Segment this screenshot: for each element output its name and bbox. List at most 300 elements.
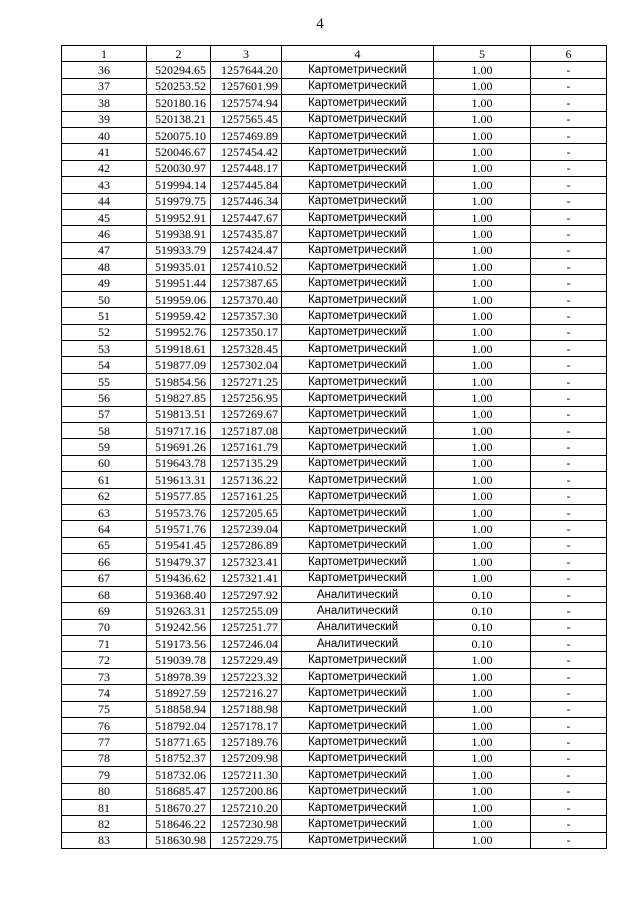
y-coordinate-cell: 1257328.45	[211, 341, 282, 357]
x-coordinate-cell: 518670.27	[147, 799, 211, 815]
x-coordinate-cell: 518752.37	[147, 750, 211, 766]
table-row	[62, 422, 607, 438]
x-coordinate-cell: 518927.59	[147, 685, 211, 701]
x-coordinate-cell: 519691.26	[147, 439, 211, 455]
table-row	[62, 504, 607, 520]
table-row	[62, 537, 607, 553]
extra-cell: -	[531, 504, 607, 520]
extra-cell: -	[531, 439, 607, 455]
table-row	[62, 177, 607, 193]
table-row	[62, 160, 607, 176]
point-number-cell: 76	[62, 718, 147, 734]
accuracy-cell: 1.00	[434, 357, 531, 373]
accuracy-cell: 1.00	[434, 324, 531, 340]
extra-cell: -	[531, 537, 607, 553]
extra-cell: -	[531, 603, 607, 619]
x-coordinate-cell: 520138.21	[147, 111, 211, 127]
point-number-cell: 46	[62, 226, 147, 242]
y-coordinate-cell: 1257200.86	[211, 783, 282, 799]
point-number-cell: 41	[62, 144, 147, 160]
method-cell: Картометрический	[282, 668, 434, 684]
accuracy-cell: 1.00	[434, 291, 531, 307]
y-coordinate-cell: 1257216.27	[211, 685, 282, 701]
x-coordinate-cell: 519952.76	[147, 324, 211, 340]
extra-cell: -	[531, 275, 607, 291]
accuracy-cell: 1.00	[434, 521, 531, 537]
method-cell: Картометрический	[282, 193, 434, 209]
method-cell: Аналитический	[282, 636, 434, 652]
extra-cell: -	[531, 357, 607, 373]
table-body	[62, 62, 607, 849]
table-row	[62, 750, 607, 766]
point-number-cell: 70	[62, 619, 147, 635]
point-number-cell: 68	[62, 586, 147, 602]
method-cell: Картометрический	[282, 111, 434, 127]
y-coordinate-cell: 1257424.47	[211, 242, 282, 258]
point-number-cell: 81	[62, 799, 147, 815]
point-number-cell: 73	[62, 668, 147, 684]
point-number-cell: 75	[62, 701, 147, 717]
coordinates-table	[61, 45, 607, 849]
x-coordinate-cell: 520180.16	[147, 95, 211, 111]
x-coordinate-cell: 520046.67	[147, 144, 211, 160]
x-coordinate-cell: 518858.94	[147, 701, 211, 717]
y-coordinate-cell: 1257446.34	[211, 193, 282, 209]
extra-cell: -	[531, 62, 607, 78]
point-number-cell: 45	[62, 209, 147, 225]
table-row	[62, 127, 607, 143]
point-number-cell: 57	[62, 406, 147, 422]
method-cell: Картометрический	[282, 390, 434, 406]
accuracy-cell: 1.00	[434, 341, 531, 357]
accuracy-cell: 1.00	[434, 537, 531, 553]
x-coordinate-cell: 519877.09	[147, 357, 211, 373]
method-cell: Картометрический	[282, 127, 434, 143]
x-coordinate-cell: 519613.31	[147, 472, 211, 488]
point-number-cell: 71	[62, 636, 147, 652]
extra-cell: -	[531, 586, 607, 602]
accuracy-cell: 1.00	[434, 783, 531, 799]
table-row	[62, 144, 607, 160]
table-row	[62, 373, 607, 389]
accuracy-cell: 1.00	[434, 95, 531, 111]
column-header: 6	[531, 46, 607, 62]
x-coordinate-cell: 520030.97	[147, 160, 211, 176]
y-coordinate-cell: 1257187.08	[211, 422, 282, 438]
y-coordinate-cell: 1257161.79	[211, 439, 282, 455]
table-row	[62, 586, 607, 602]
y-coordinate-cell: 1257246.04	[211, 636, 282, 652]
y-coordinate-cell: 1257205.65	[211, 504, 282, 520]
accuracy-cell: 1.00	[434, 816, 531, 832]
extra-cell: -	[531, 111, 607, 127]
method-cell: Картометрический	[282, 799, 434, 815]
point-number-cell: 54	[62, 357, 147, 373]
method-cell: Картометрический	[282, 783, 434, 799]
extra-cell: -	[531, 668, 607, 684]
y-coordinate-cell: 1257135.29	[211, 455, 282, 471]
method-cell: Картометрический	[282, 472, 434, 488]
method-cell: Картометрический	[282, 521, 434, 537]
y-coordinate-cell: 1257323.41	[211, 554, 282, 570]
extra-cell: -	[531, 127, 607, 143]
table-header-row	[62, 46, 607, 62]
x-coordinate-cell: 519827.85	[147, 390, 211, 406]
point-number-cell: 59	[62, 439, 147, 455]
method-cell: Картометрический	[282, 78, 434, 94]
accuracy-cell: 1.00	[434, 832, 531, 848]
y-coordinate-cell: 1257410.52	[211, 259, 282, 275]
x-coordinate-cell: 518732.06	[147, 767, 211, 783]
table-row	[62, 259, 607, 275]
extra-cell: -	[531, 226, 607, 242]
x-coordinate-cell: 518685.47	[147, 783, 211, 799]
accuracy-cell: 1.00	[434, 422, 531, 438]
method-cell: Картометрический	[282, 144, 434, 160]
method-cell: Картометрический	[282, 226, 434, 242]
extra-cell: -	[531, 488, 607, 504]
y-coordinate-cell: 1257574.94	[211, 95, 282, 111]
point-number-cell: 67	[62, 570, 147, 586]
method-cell: Аналитический	[282, 619, 434, 635]
x-coordinate-cell: 519935.01	[147, 259, 211, 275]
y-coordinate-cell: 1257321.41	[211, 570, 282, 586]
accuracy-cell: 1.00	[434, 439, 531, 455]
y-coordinate-cell: 1257255.09	[211, 603, 282, 619]
x-coordinate-cell: 519979.75	[147, 193, 211, 209]
accuracy-cell: 1.00	[434, 177, 531, 193]
y-coordinate-cell: 1257210.20	[211, 799, 282, 815]
extra-cell: -	[531, 783, 607, 799]
accuracy-cell: 1.00	[434, 308, 531, 324]
point-number-cell: 72	[62, 652, 147, 668]
x-coordinate-cell: 519039.78	[147, 652, 211, 668]
x-coordinate-cell: 519959.42	[147, 308, 211, 324]
extra-cell: -	[531, 177, 607, 193]
y-coordinate-cell: 1257239.04	[211, 521, 282, 537]
extra-cell: -	[531, 78, 607, 94]
point-number-cell: 52	[62, 324, 147, 340]
method-cell: Картометрический	[282, 291, 434, 307]
accuracy-cell: 1.00	[434, 390, 531, 406]
x-coordinate-cell: 519436.62	[147, 570, 211, 586]
column-header: 4	[282, 46, 434, 62]
table-row	[62, 226, 607, 242]
extra-cell: -	[531, 718, 607, 734]
method-cell: Аналитический	[282, 586, 434, 602]
table-row	[62, 95, 607, 111]
y-coordinate-cell: 1257161.25	[211, 488, 282, 504]
point-number-cell: 69	[62, 603, 147, 619]
y-coordinate-cell: 1257297.92	[211, 586, 282, 602]
table-row	[62, 718, 607, 734]
table-row	[62, 291, 607, 307]
table-row	[62, 636, 607, 652]
method-cell: Картометрический	[282, 242, 434, 258]
table-row	[62, 472, 607, 488]
point-number-cell: 48	[62, 259, 147, 275]
point-number-cell: 83	[62, 832, 147, 848]
column-header: 2	[147, 46, 211, 62]
method-cell: Картометрический	[282, 357, 434, 373]
y-coordinate-cell: 1257223.32	[211, 668, 282, 684]
y-coordinate-cell: 1257211.30	[211, 767, 282, 783]
method-cell: Картометрический	[282, 373, 434, 389]
x-coordinate-cell: 519368.40	[147, 586, 211, 602]
accuracy-cell: 1.00	[434, 685, 531, 701]
table-row	[62, 341, 607, 357]
accuracy-cell: 1.00	[434, 62, 531, 78]
extra-cell: -	[531, 816, 607, 832]
y-coordinate-cell: 1257209.98	[211, 750, 282, 766]
y-coordinate-cell: 1257251.77	[211, 619, 282, 635]
method-cell: Картометрический	[282, 455, 434, 471]
y-coordinate-cell: 1257229.49	[211, 652, 282, 668]
method-cell: Картометрический	[282, 652, 434, 668]
extra-cell: -	[531, 472, 607, 488]
point-number-cell: 66	[62, 554, 147, 570]
y-coordinate-cell: 1257370.40	[211, 291, 282, 307]
method-cell: Картометрический	[282, 259, 434, 275]
column-header: 1	[62, 46, 147, 62]
y-coordinate-cell: 1257178.17	[211, 718, 282, 734]
point-number-cell: 37	[62, 78, 147, 94]
extra-cell: -	[531, 373, 607, 389]
point-number-cell: 79	[62, 767, 147, 783]
table-row	[62, 668, 607, 684]
table-row	[62, 603, 607, 619]
y-coordinate-cell: 1257256.95	[211, 390, 282, 406]
table-row	[62, 193, 607, 209]
extra-cell: -	[531, 636, 607, 652]
x-coordinate-cell: 519938.91	[147, 226, 211, 242]
extra-cell: -	[531, 406, 607, 422]
accuracy-cell: 0.10	[434, 636, 531, 652]
y-coordinate-cell: 1257189.76	[211, 734, 282, 750]
point-number-cell: 74	[62, 685, 147, 701]
table-row	[62, 308, 607, 324]
table-row	[62, 521, 607, 537]
point-number-cell: 50	[62, 291, 147, 307]
point-number-cell: 58	[62, 422, 147, 438]
table-row	[62, 652, 607, 668]
accuracy-cell: 1.00	[434, 668, 531, 684]
y-coordinate-cell: 1257302.04	[211, 357, 282, 373]
point-number-cell: 77	[62, 734, 147, 750]
accuracy-cell: 1.00	[434, 193, 531, 209]
table-row	[62, 62, 607, 78]
x-coordinate-cell: 519573.76	[147, 504, 211, 520]
point-number-cell: 53	[62, 341, 147, 357]
table-row	[62, 242, 607, 258]
method-cell: Картометрический	[282, 718, 434, 734]
point-number-cell: 64	[62, 521, 147, 537]
y-coordinate-cell: 1257229.75	[211, 832, 282, 848]
extra-cell: -	[531, 324, 607, 340]
x-coordinate-cell: 519577.85	[147, 488, 211, 504]
x-coordinate-cell: 519479.37	[147, 554, 211, 570]
point-number-cell: 39	[62, 111, 147, 127]
y-coordinate-cell: 1257387.65	[211, 275, 282, 291]
x-coordinate-cell: 519643.78	[147, 455, 211, 471]
method-cell: Картометрический	[282, 422, 434, 438]
point-number-cell: 40	[62, 127, 147, 143]
x-coordinate-cell: 519173.56	[147, 636, 211, 652]
extra-cell: -	[531, 242, 607, 258]
accuracy-cell: 1.00	[434, 209, 531, 225]
y-coordinate-cell: 1257565.45	[211, 111, 282, 127]
x-coordinate-cell: 519933.79	[147, 242, 211, 258]
extra-cell: -	[531, 209, 607, 225]
table-row	[62, 799, 607, 815]
extra-cell: -	[531, 701, 607, 717]
x-coordinate-cell: 519541.45	[147, 537, 211, 553]
table-row	[62, 832, 607, 848]
x-coordinate-cell: 518646.22	[147, 816, 211, 832]
table-row	[62, 357, 607, 373]
x-coordinate-cell: 519959.06	[147, 291, 211, 307]
extra-cell: -	[531, 144, 607, 160]
y-coordinate-cell: 1257454.42	[211, 144, 282, 160]
table-row	[62, 488, 607, 504]
x-coordinate-cell: 519952.91	[147, 209, 211, 225]
table-row	[62, 275, 607, 291]
accuracy-cell: 1.00	[434, 127, 531, 143]
extra-cell: -	[531, 554, 607, 570]
x-coordinate-cell: 520253.52	[147, 78, 211, 94]
x-coordinate-cell: 518978.39	[147, 668, 211, 684]
accuracy-cell: 1.00	[434, 160, 531, 176]
method-cell: Аналитический	[282, 603, 434, 619]
extra-cell: -	[531, 341, 607, 357]
table-row	[62, 685, 607, 701]
accuracy-cell: 1.00	[434, 799, 531, 815]
method-cell: Картометрический	[282, 750, 434, 766]
table-row	[62, 554, 607, 570]
point-number-cell: 61	[62, 472, 147, 488]
table-row	[62, 390, 607, 406]
point-number-cell: 49	[62, 275, 147, 291]
y-coordinate-cell: 1257350.17	[211, 324, 282, 340]
point-number-cell: 42	[62, 160, 147, 176]
accuracy-cell: 1.00	[434, 767, 531, 783]
table-row	[62, 619, 607, 635]
point-number-cell: 44	[62, 193, 147, 209]
extra-cell: -	[531, 193, 607, 209]
x-coordinate-cell: 520075.10	[147, 127, 211, 143]
column-header: 3	[211, 46, 282, 62]
x-coordinate-cell: 519813.51	[147, 406, 211, 422]
accuracy-cell: 1.00	[434, 78, 531, 94]
page-number: 4	[316, 16, 324, 32]
method-cell: Картометрический	[282, 160, 434, 176]
accuracy-cell: 0.10	[434, 603, 531, 619]
extra-cell: -	[531, 422, 607, 438]
y-coordinate-cell: 1257644.20	[211, 62, 282, 78]
x-coordinate-cell: 519717.16	[147, 422, 211, 438]
extra-cell: -	[531, 767, 607, 783]
point-number-cell: 38	[62, 95, 147, 111]
point-number-cell: 47	[62, 242, 147, 258]
table-row	[62, 816, 607, 832]
x-coordinate-cell: 519263.31	[147, 603, 211, 619]
extra-cell: -	[531, 291, 607, 307]
y-coordinate-cell: 1257136.22	[211, 472, 282, 488]
accuracy-cell: 0.10	[434, 586, 531, 602]
accuracy-cell: 1.00	[434, 750, 531, 766]
accuracy-cell: 1.00	[434, 226, 531, 242]
point-number-cell: 62	[62, 488, 147, 504]
point-number-cell: 65	[62, 537, 147, 553]
point-number-cell: 60	[62, 455, 147, 471]
accuracy-cell: 1.00	[434, 472, 531, 488]
extra-cell: -	[531, 619, 607, 635]
accuracy-cell: 0.10	[434, 619, 531, 635]
method-cell: Картометрический	[282, 308, 434, 324]
point-number-cell: 51	[62, 308, 147, 324]
table-row	[62, 324, 607, 340]
method-cell: Картометрический	[282, 406, 434, 422]
table-row	[62, 439, 607, 455]
table-row	[62, 783, 607, 799]
method-cell: Картометрический	[282, 341, 434, 357]
extra-cell: -	[531, 308, 607, 324]
y-coordinate-cell: 1257286.89	[211, 537, 282, 553]
table-row	[62, 767, 607, 783]
accuracy-cell: 1.00	[434, 406, 531, 422]
table-row	[62, 570, 607, 586]
table-row	[62, 734, 607, 750]
accuracy-cell: 1.00	[434, 144, 531, 160]
y-coordinate-cell: 1257230.98	[211, 816, 282, 832]
accuracy-cell: 1.00	[434, 275, 531, 291]
method-cell: Картометрический	[282, 570, 434, 586]
table-row	[62, 701, 607, 717]
method-cell: Картометрический	[282, 734, 434, 750]
extra-cell: -	[531, 832, 607, 848]
accuracy-cell: 1.00	[434, 373, 531, 389]
method-cell: Картометрический	[282, 537, 434, 553]
y-coordinate-cell: 1257448.17	[211, 160, 282, 176]
accuracy-cell: 1.00	[434, 570, 531, 586]
y-coordinate-cell: 1257357.30	[211, 308, 282, 324]
y-coordinate-cell: 1257601.99	[211, 78, 282, 94]
accuracy-cell: 1.00	[434, 734, 531, 750]
accuracy-cell: 1.00	[434, 504, 531, 520]
x-coordinate-cell: 518630.98	[147, 832, 211, 848]
extra-cell: -	[531, 734, 607, 750]
table-row	[62, 78, 607, 94]
table-row	[62, 209, 607, 225]
method-cell: Картометрический	[282, 324, 434, 340]
column-header: 5	[434, 46, 531, 62]
method-cell: Картометрический	[282, 275, 434, 291]
accuracy-cell: 1.00	[434, 111, 531, 127]
table-row	[62, 455, 607, 471]
method-cell: Картометрический	[282, 701, 434, 717]
y-coordinate-cell: 1257271.25	[211, 373, 282, 389]
accuracy-cell: 1.00	[434, 455, 531, 471]
x-coordinate-cell: 518771.65	[147, 734, 211, 750]
point-number-cell: 78	[62, 750, 147, 766]
x-coordinate-cell: 519854.56	[147, 373, 211, 389]
accuracy-cell: 1.00	[434, 718, 531, 734]
extra-cell: -	[531, 652, 607, 668]
point-number-cell: 56	[62, 390, 147, 406]
method-cell: Картометрический	[282, 767, 434, 783]
method-cell: Картометрический	[282, 177, 434, 193]
method-cell: Картометрический	[282, 504, 434, 520]
